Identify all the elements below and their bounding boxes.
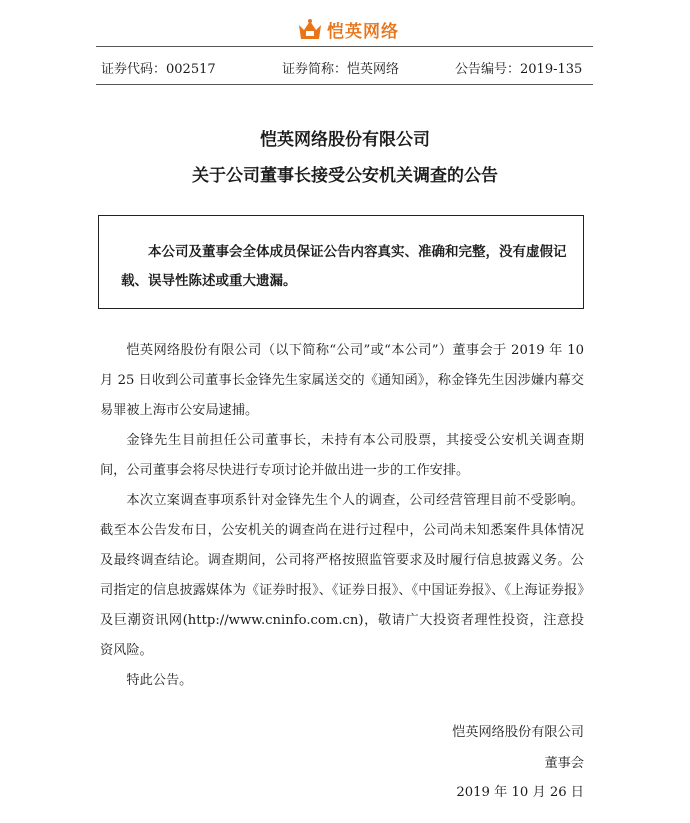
header-top-rule (96, 46, 593, 47)
header-bottom-rule (96, 84, 593, 85)
stock-code: 证券代码：002517 (101, 62, 216, 77)
body-paragraph: 恺英网络股份有限公司（以下简称“公司”或“本公司”）董事会于 2019 年 10 月 25 日收到公司董事长金锋先生家属送交的《通知函》，称金锋先生因涉嫌内幕交易罪被上海市公安局逮捕。 (100, 343, 584, 418)
disclaimer-box: 本公司及董事会全体成员保证公告内容真实、准确和完整，没有虚假记载、误导性陈述或重大遗漏。 (98, 215, 584, 309)
announcement-body (100, 336, 584, 696)
signature-board: 董事会 (544, 756, 584, 771)
signature-company: 恺英网络股份有限公司 (452, 725, 584, 740)
company-title: 恺英网络股份有限公司 (260, 130, 430, 150)
company-logo (297, 15, 399, 43)
announcement-title: 关于公司董事长接受公安机关调查的公告 (192, 166, 498, 186)
body-paragraph: 本次立案调查事项系针对金锋先生个人的调查，公司经营管理目前不受影响。截至本公告发布日，公安机关的调查尚在进行过程中，公司尚未知悉案件具体情况及最终调查结论。调查期间，公司将严格按照监管要求及时履行信息披露义务。公司指定的信息披露媒体为《证券时报》、《证券日报》、《中国证券报》、《上海证券报》及巨潮资讯网(http://www.cninfo.com.cn)，敬请广大投资者理性投资，注意投资风险。 (100, 493, 584, 658)
stock-name: 证券简称：恺英网络 (282, 62, 400, 77)
signature-date: 2019 年 10 月 26 日 (456, 785, 584, 800)
brand-text: 恺英网络 (327, 21, 399, 42)
body-paragraph: 特此公告。 (126, 673, 193, 688)
crown-logo-icon (297, 16, 323, 42)
body-paragraph: 金锋先生目前担任公司董事长，未持有本公司股票，其接受公安机关调查期间，公司董事会将尽快进行专项讨论并做出进一步的工作安排。 (100, 433, 584, 478)
announcement-number: 公告编号：2019-135 (455, 62, 583, 77)
